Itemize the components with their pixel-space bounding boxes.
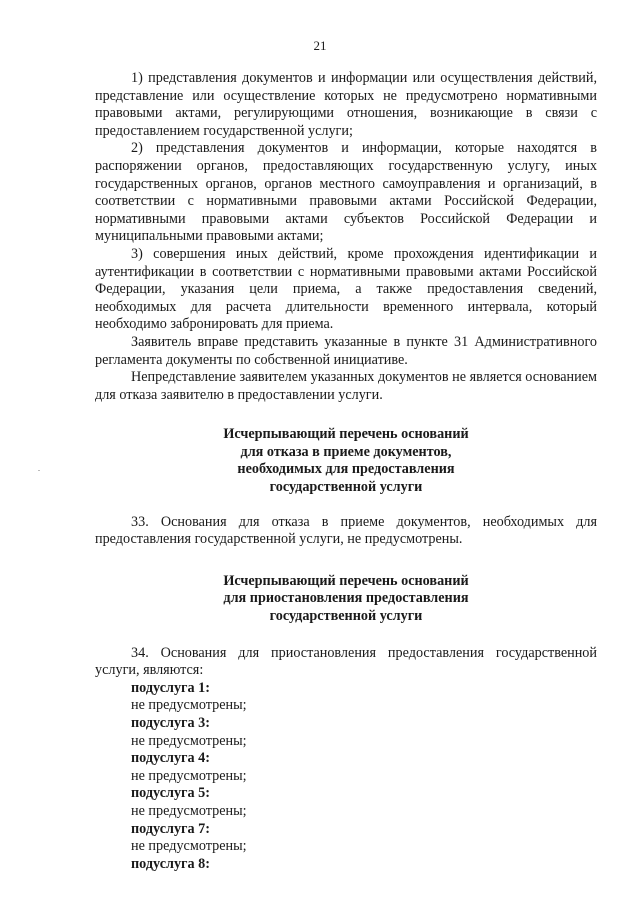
sub-service-value: не предусмотрены;	[131, 732, 247, 749]
sub-service-list	[95, 680, 597, 874]
paragraph-applicant-right: Заявитель вправе представить указанные в пункте 31 Административного регламента документы по собственной инициативе.	[95, 333, 597, 368]
sub-service-value: не предусмотрены;	[131, 767, 247, 784]
heading-line: необходимых для предоставления	[237, 461, 455, 478]
paragraph-non-submission: Непредставление заявителем указанных документов не является основанием для отказа заявителю в предоставлении услуги.	[95, 369, 597, 403]
sub-service-title: подуслуга 5:	[131, 785, 210, 802]
sub-service-title: подуслуга 3:	[131, 715, 210, 731]
page-content	[95, 70, 597, 873]
sub-service-title: подуслуга 4:	[131, 750, 210, 767]
paragraph-33: 33. Основания для отказа в приеме документов, необходимых для предоставления государственной услуги, не предусмотрены.	[95, 513, 597, 548]
scan-mark	[38, 470, 40, 471]
heading-line: Исчерпывающий перечень оснований	[223, 426, 469, 443]
heading-line: государственной услуги	[269, 608, 423, 625]
page-number: 21	[313, 38, 327, 53]
section-heading-refusal	[95, 426, 597, 496]
paragraph-item-3: 3) совершения иных действий, кроме прохождения идентификации и аутентификации в соответствии с нормативными правовыми актами Российской Федерации, указания цели приема, а также предоставления сведений, необходимых для расчета длительности временного интервала, который необходимо забронировать для приема.	[95, 245, 597, 333]
paragraph-34: 34. Основания для приостановления предоставления государственной услуги, являются:	[95, 644, 597, 679]
sub-service-title: подуслуга 8:	[131, 855, 210, 872]
heading-line: для отказа в приеме документов,	[240, 443, 452, 460]
sub-service-value: не предусмотрены;	[131, 802, 247, 819]
sub-service-value: не предусмотрены;	[131, 838, 247, 855]
paragraph-item-1: 1) представления документов и информации или осуществления действий, представление или осуществление которых не предусмотрено нормативными правовыми актами, регулирующими отношения, возникающие в связи с предоставлением государственной услуги;	[95, 70, 597, 139]
section-heading-suspension	[95, 573, 597, 626]
sub-service-title: подуслуга 7:	[131, 820, 210, 837]
heading-line: государственной услуги	[269, 479, 423, 496]
paragraph-item-2: 2) представления документов и информации, которые находятся в распоряжении органов, предоставляющих государственную услугу, иных государственных органов, органов местного самоуправления и организаций, в соответствии с нормативными правовыми актами Российской Федерации, нормативными правовыми актами субъектов Российской Федерации и муниципальными правовыми актами;	[95, 140, 597, 245]
sub-service-value: не предусмотрены;	[131, 697, 247, 714]
sub-service-title: подуслуга 1:	[131, 679, 210, 696]
heading-line: для приостановления предоставления	[223, 590, 469, 607]
heading-line: Исчерпывающий перечень оснований	[223, 572, 469, 589]
